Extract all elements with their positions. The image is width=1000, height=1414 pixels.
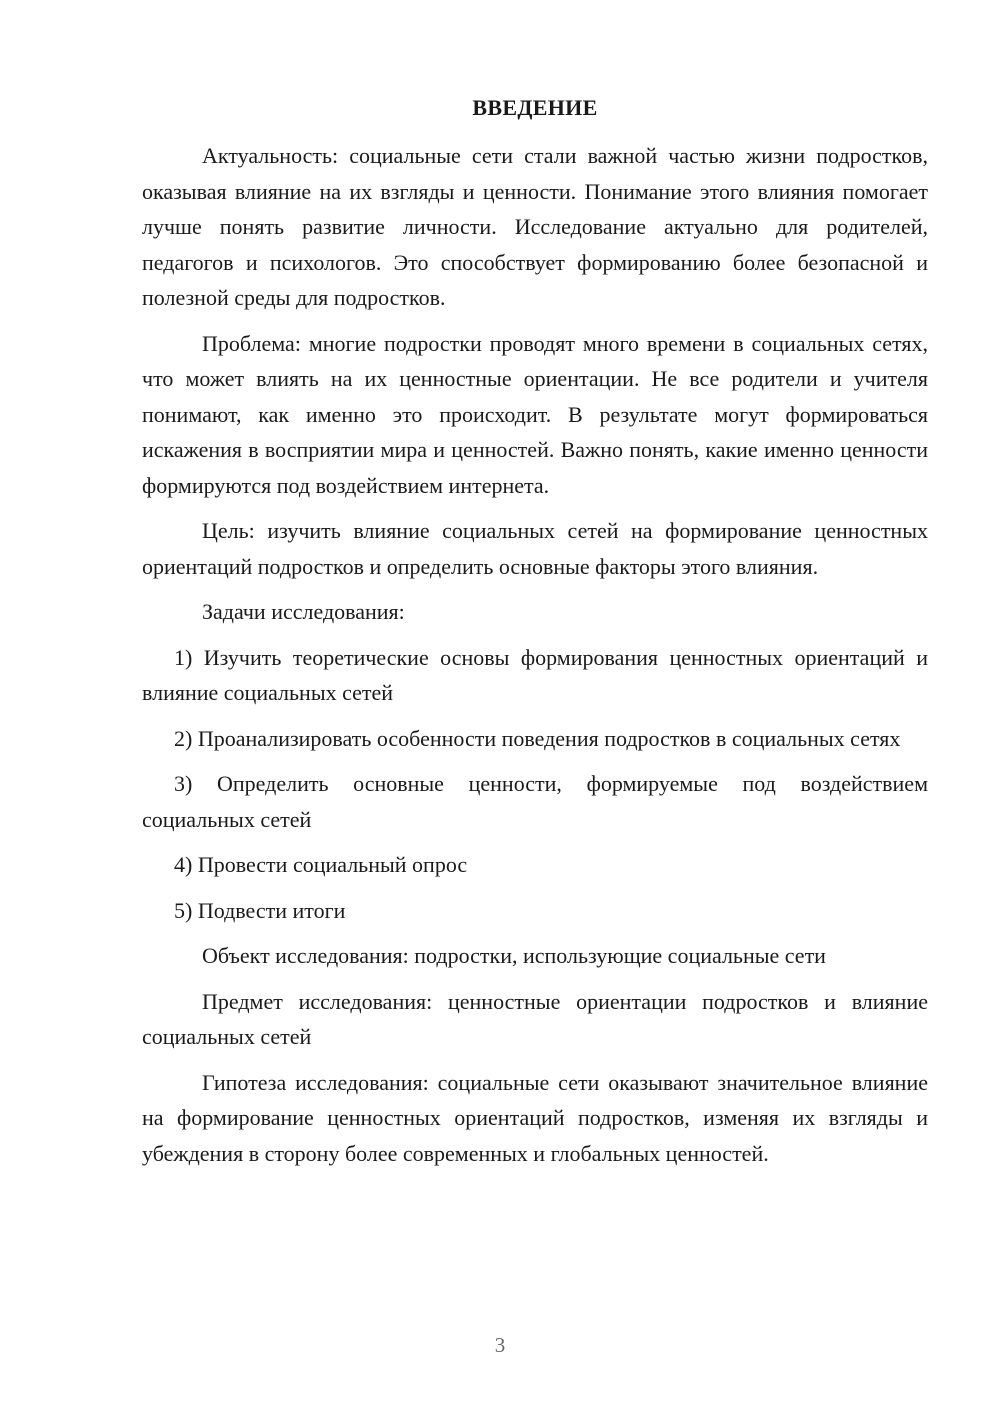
paragraph-subject: Предмет исследования: ценностные ориентации подростков и влияние социальных сетей: [142, 988, 928, 1049]
task-item-4: 4) Провести социальный опрос: [174, 852, 468, 877]
paragraph-goal: Цель: изучить влияние социальных сетей на формирование ценностных ориентаций подростков и определить основные факторы этого влияния.: [142, 518, 928, 579]
paragraph-relevance: Актуальность: социальные сети стали важной частью жизни подростков, оказывая влияние на их взгляды и ценности. Понимание этого влияния помогает лучше понять развитие личности. Исследование актуально для родителей, педагогов и психологов. Это способствует формированию более безопасной и полезной среды для подростков.: [142, 143, 928, 310]
task-item-2: 2) Проанализировать особенности поведения подростков в социальных сетях: [174, 725, 901, 751]
paragraph-problem: Проблема: многие подростки проводят много времени в социальных сетях, что может влиять на их ценностные ориентации. Не все родители и учителя понимают, как именно это происходит. В результате могут формироваться искажения в восприятии мира и ценностей. Важно понять, какие именно ценности формируются под воздействием интернета.: [142, 330, 928, 498]
task-item-3: 3) Определить основные ценности, формируемые под воздействием социальных сетей: [142, 771, 928, 832]
task-item-5: 5) Подвести итоги: [174, 897, 346, 923]
document-page: [142, 90, 928, 1181]
section-title: ВВЕДЕНИЕ: [472, 95, 598, 120]
paragraph-hypothesis: Гипотеза исследования: социальные сети оказывают значительное влияние на формирование ценностных ориентаций подростков, изменяя их взгляды и убеждения в сторону более современных и глобальных ценностей.: [142, 1069, 928, 1166]
task-item-1: 1) Изучить теоретические основы формирования ценностных ориентаций и влияние социальных сетей: [142, 644, 928, 705]
tasks-heading: Задачи исследования:: [202, 599, 405, 624]
page-number: 3: [494, 1333, 506, 1357]
paragraph-object: Объект исследования: подростки, использующие социальные сети: [202, 943, 826, 968]
